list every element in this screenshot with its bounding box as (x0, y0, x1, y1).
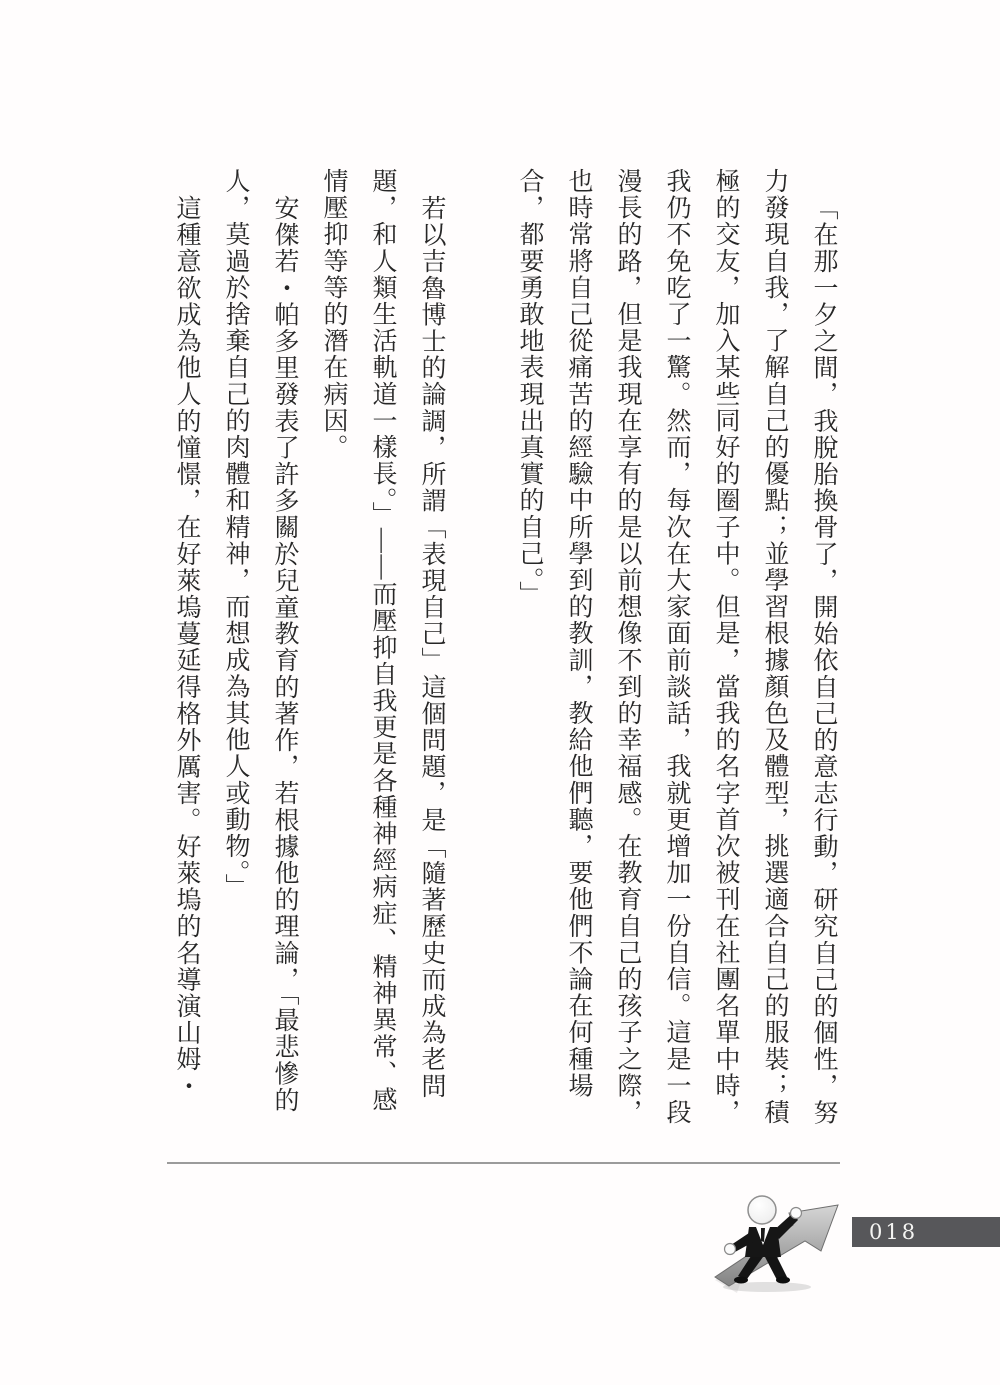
footer-divider (167, 1162, 840, 1164)
paragraph-2: 若以吉魯博士的論調，所謂「表現自己」這個問題，是「隨著歷史而成為老問題，和人類生活軌道一樣長。」——而壓抑自我更是各種神經病症、精神異常、感情壓抑等等的潛在病因。 (320, 168, 445, 1114)
page-number-badge (852, 1217, 1000, 1247)
paragraph-3: 安傑若・帕多里發表了許多關於兒童教育的著作，若根據他的理論，「最悲慘的人，莫過於捨棄自己的肉體和精神，而想成為其他人或動物。」 (222, 168, 298, 1114)
page-number: 018 (869, 1220, 919, 1244)
paragraph-4: 這種意欲成為他人的憧憬，在好萊塢蔓延得格外厲害。好萊塢的名導演山姆・ (173, 194, 200, 1099)
businessman-rising-arrow-icon (705, 1183, 855, 1298)
vertical-text-block (162, 168, 848, 1128)
paragraph-1-quote: 「在那一夕之間，我脫胎換骨了，開始依自己的意志行動，研究自己的個性，努力發現自我，了解自己的優點；並學習根據顏色及體型，挑選適合自己的服裝；積極的交友，加入某些同好的圈子中。但是，當我的名字首次被刊在社團名單中時，我仍不免吃了一驚。然而，每次在大家面前談話，我就更增加一份自信。這是一段漫長的路，但是我現在享有的是以前想像不到的幸福感。在教育自己的孩子之際，也時常將自己從痛苦的經驗中所學到的教訓，教給他們聽，要他們不論在何種場合，都要勇敢地表現出真實的自己。」 (516, 168, 837, 1126)
